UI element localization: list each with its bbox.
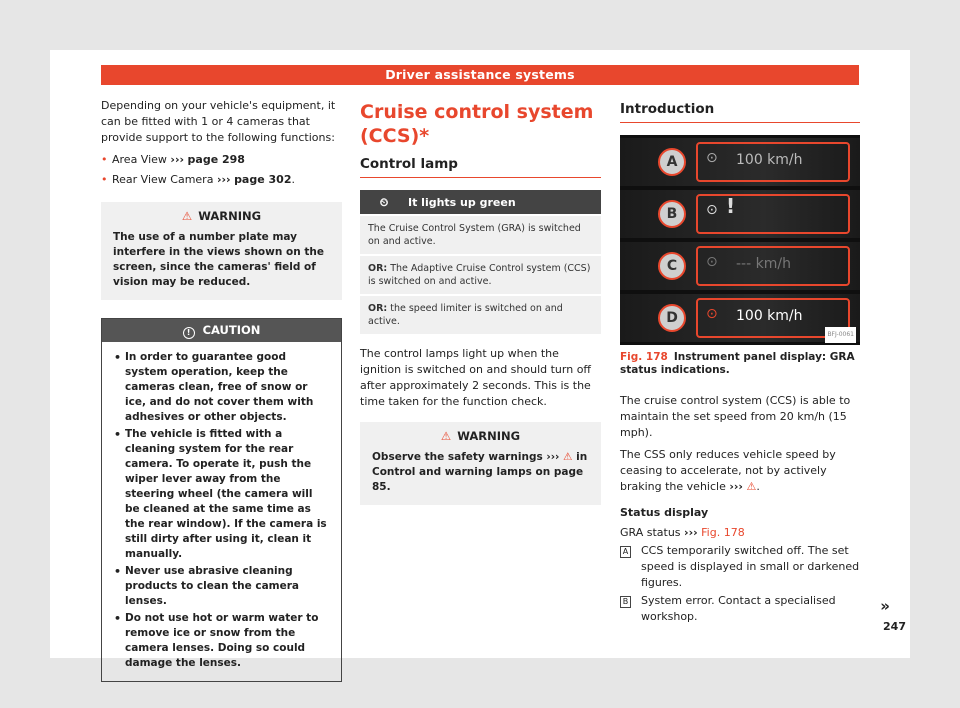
control-lamp-table (360, 190, 601, 334)
bullet-icon: • (101, 153, 108, 166)
bullet-icon: • (114, 565, 122, 578)
function-item: • Rear View Camera ››› page 302. (101, 173, 295, 186)
warning-text: The use of a number plate may interfere in the views shown on the screen, since the cameras' field of vision may be reduced. (113, 231, 324, 288)
speedometer-icon: ⊙ (706, 254, 718, 270)
page-link[interactable]: page 298 (187, 153, 245, 166)
warning-triangle-icon: ⚠ (746, 480, 757, 493)
warning-triangle-icon: ⚠ (181, 209, 193, 223)
caution-box: ! CAUTION • In order to guarantee good system operation, keep the cameras clean, free of snow or ice, and do not cover them with adhesives or other objects. • The vehicle is fitted with a cleaning system for the rear camera. To operate it, push the wiper lever away from the steering wheel (the camera will be cleaned at the same time as the rear window). If the camera is still dirty after using it, clean it manually. • Never use abrasive cleaning products to clean the camera lenses. • Do not use hot or warm water to remove ice or snow from the camera lenses. Doing so could damage the lenses. (101, 318, 342, 682)
continue-marker: » (880, 597, 890, 615)
error-text: ! (726, 194, 736, 218)
section-header: Driver assistance systems (101, 65, 859, 85)
speed-text: 100 km/h (736, 152, 803, 168)
caution-item: • In order to guarantee good system operation, keep the cameras clean, free of snow or ice, and do not cover them with adhesives or other objects. (114, 351, 314, 423)
status-display-heading: Status display (620, 506, 709, 519)
body-paragraph: The CSS only reduces vehicle speed by ceasing to accelerate, not by actively braking the vehicle ››› ⚠. (620, 448, 836, 493)
figure-178 (620, 135, 860, 345)
caution-item: • The vehicle is fitted with a cleaning system for the rear camera. To operate it, push the wiper lever away from the steering wheel (the camera will be cleaned at the same time as the rear window). If the camera is still dirty after using it, clean it manually. (114, 428, 327, 560)
table-row: The Cruise Control System (GRA) is switched on and active. (360, 216, 601, 254)
left-column (101, 98, 342, 682)
body-paragraph: The cruise control system (CCS) is able to maintain the set speed from 20 km/h (15 mph). (620, 394, 851, 439)
page-link[interactable]: page 302 (234, 173, 292, 186)
callout-letter: D (658, 304, 686, 332)
speedometer-icon: ⊙ (706, 150, 718, 166)
bullet-icon: • (114, 428, 122, 441)
letter-box: B (620, 596, 631, 608)
warning-text: Observe the safety warnings ››› ⚠ in Control and warning lamps on page 85. (372, 451, 588, 493)
figure-link[interactable]: Fig. 178 (701, 526, 745, 539)
middle-column (360, 98, 601, 505)
figure-code: BFJ-0061 (825, 327, 856, 343)
figure-caption: Fig. 178 Instrument panel display: GRA status indications. (620, 351, 855, 376)
warning-triangle-icon: ⚠ (440, 429, 452, 443)
speedometer-icon: ⊙ (706, 202, 718, 218)
body-paragraph: The control lamps light up when the ignition is switched on and should turn off after approximately 2 seconds. This is the time taken for the function check. (360, 347, 591, 408)
warning-box: ⚠ WARNING Observe the safety warnings ››› ⚠ in Control and warning lamps on page 85. (360, 422, 601, 505)
status-item: B System error. Contact a specialised workshop. (620, 593, 860, 625)
status-item: A CCS temporarily switched off. The set speed is displayed in small or darkened figures. (620, 543, 860, 591)
speed-text: 100 km/h (736, 308, 803, 324)
warning-box: ⚠ WARNING The use of a number plate may interfere in the views shown on the screen, since the cameras' field of vision may be reduced. (101, 202, 342, 300)
manual-page (50, 50, 910, 669)
right-column (620, 98, 860, 625)
caution-item: • Never use abrasive cleaning products to clean the camera lenses. (114, 565, 300, 607)
intro-paragraph: Depending on your vehicle's equipment, it can be fitted with 1 or 4 cameras that provide support to the following functions: (101, 99, 336, 144)
bullet-icon: • (101, 173, 108, 186)
subsection-title: Introduction (620, 101, 860, 123)
caution-item: • Do not use hot or warm water to remove ice or snow from the camera lenses. Doing so could damage the lenses. (114, 612, 319, 669)
letter-box: A (620, 546, 631, 558)
warning-triangle-icon: ⚠ (563, 451, 573, 463)
callout-letter: A (658, 148, 686, 176)
page-number: 247 (883, 620, 906, 633)
function-item: • Area View ››› page 298 (101, 153, 245, 166)
section-title: Cruise control system (CCS)* (360, 101, 594, 147)
bullet-icon: • (114, 612, 122, 625)
status-reference: GRA status ››› Fig. 178 (620, 526, 745, 539)
subsection-title: Control lamp (360, 156, 601, 178)
speed-text: --- km/h (736, 256, 791, 272)
cruise-control-lamp-icon: ⏲ (379, 195, 389, 209)
table-row: OR: The Adaptive Cruise Control system (CCS) is switched on and active. (360, 256, 601, 294)
speedometer-icon: ⊙ (706, 306, 718, 322)
callout-letter: B (658, 200, 686, 228)
bullet-icon: • (114, 351, 122, 364)
table-row: OR: the speed limiter is switched on and active. (360, 296, 601, 334)
highlight-frame (696, 194, 850, 234)
caution-info-icon: ! (183, 327, 195, 339)
callout-letter: C (658, 252, 686, 280)
table-header: ⏲ It lights up green (360, 190, 601, 214)
